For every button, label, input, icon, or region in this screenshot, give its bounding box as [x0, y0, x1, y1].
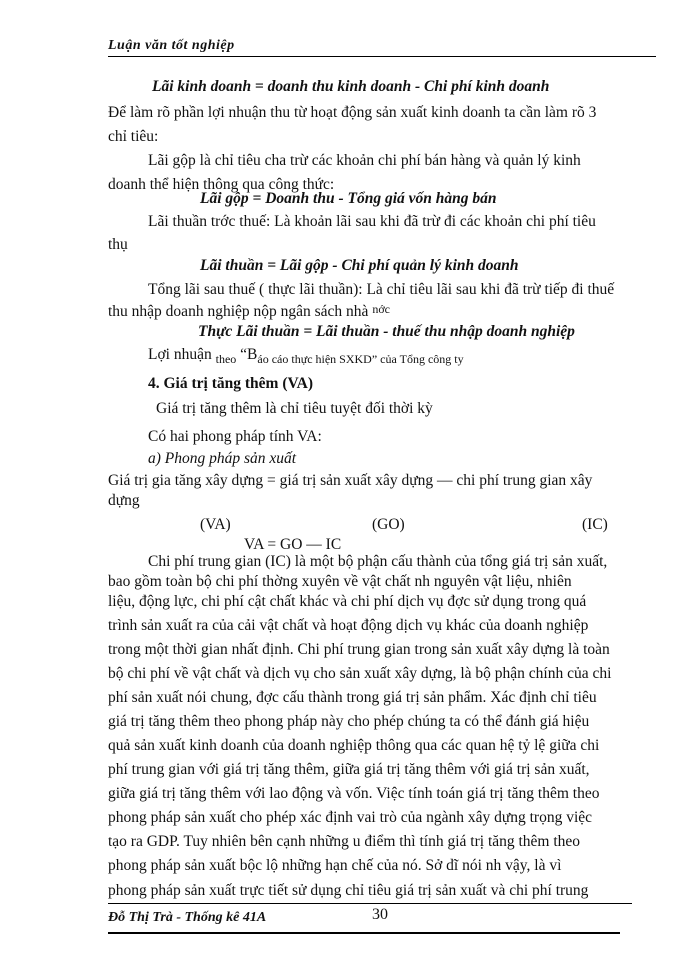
paragraph-line: phong pháp sản xuất cho phép xác định vai trò của ngành xây dựng trọng việc	[108, 809, 593, 826]
page-number: 30	[372, 906, 388, 923]
paragraph-line: liệu, động lực, chi phí cật chất khác và chi phí dịch vụ đợc sử dụng trong quá	[108, 593, 587, 610]
paragraph-line: phí trung gian với giá trị tăng thêm, giữa giá trị tăng thêm với giá trị sản xuất,	[108, 761, 590, 778]
text-line: Lãi thuần trớc thuế: Là khoản lãi sau khi đã trừ đi các khoản chi phí tiêu	[148, 213, 596, 230]
formula-label-va: (VA)	[200, 516, 231, 533]
paragraph-line: giá trị tăng thêm theo phong pháp này cho phép chúng ta có thể đánh giá hiệu	[108, 713, 590, 730]
text-line: Lợi nhuận $_{theo}$ “$B_{áo cáo thực hiện SXKD” của Tổng công ty}$	[148, 346, 464, 366]
text-line: Giá trị tăng thêm là chỉ tiêu tuyệt đối thời kỳ	[156, 400, 433, 417]
formula-gross-profit: Lãi gộp = Doanh thu - Tổng giá vốn hàng bán	[200, 190, 497, 207]
paragraph-line: tạo ra GDP. Tuy nhiên bên cạnh những u điểm thì tính giá trị tăng thêm theo	[108, 833, 581, 850]
paragraph-line: bao gồm toàn bộ chi phí thờng xuyên về vật chất nh nguyên vật liệu, nhiên	[108, 573, 572, 590]
text-line: thụ	[108, 236, 128, 253]
text-line: Để làm rõ phần lợi nhuận thu từ hoạt động sản xuất kinh doanh ta cần làm rõ 3	[108, 104, 597, 121]
text-line: Giá trị gia tăng xây dựng = giá trị sản xuất xây dựng — chi phí trung gian xây	[108, 472, 593, 489]
subsection-heading: a) Phong pháp sản xuất	[148, 450, 297, 467]
footer-rule	[108, 903, 632, 904]
formula-label-go: (GO)	[372, 516, 405, 533]
paragraph-line: phong pháp sản xuất bộc lộ những hạn chế của nó. Sở dĩ nói nh vậy, là vì	[108, 857, 562, 874]
text-line: Tổng lãi sau thuế ( thực lãi thuần): Là chỉ tiêu lãi sau khi đã trừ tiếp đi thuế	[148, 281, 615, 298]
text-line: Lãi gộp là chỉ tiêu cha trừ các khoản chi phí bán hàng và quản lý kinh	[148, 152, 581, 169]
paragraph-line: trong một thời gian nhất định. Chi phí trung gian trong sản xuất xây dựng là toàn	[108, 641, 610, 658]
text-line: thu nhập doanh nghiệp nộp ngân sách nhà nớc	[108, 302, 390, 320]
paragraph-line: phong pháp sản xuất trực tiết sử dụng chỉ tiêu giá trị sản xuất và chi phí trung	[108, 882, 589, 899]
section-heading: 4. Giá trị tăng thêm (VA)	[148, 375, 314, 392]
text-line: Có hai phong pháp tính VA:	[148, 428, 322, 445]
formula-real-net-profit: Thực Lãi thuần = Lãi thuần - thuế thu nhập doanh nghiệp	[198, 323, 575, 340]
footer-bottom-rule	[108, 932, 620, 934]
formula-label-ic: (IC)	[582, 516, 608, 533]
paragraph-line: Chi phí trung gian (IC) là một bộ phận cấu thành của tổng giá trị sản xuất,	[148, 553, 608, 570]
formula-business-profit: Lãi kinh doanh = doanh thu kinh doanh - Chi phí kinh doanh	[152, 78, 550, 95]
paragraph-line: bộ chi phí về vật chất và dịch vụ cho sản xuất xây dựng, là bộ phận chính của chi	[108, 665, 612, 682]
paragraph-line: trình sản xuất ra của cải vật chất và hoạt động dịch vụ khác của doanh nghiệp	[108, 617, 589, 634]
formula-net-profit: Lãi thuần = Lãi gộp - Chi phí quản lý kinh doanh	[200, 257, 519, 274]
formula-va: VA = GO — IC	[244, 536, 342, 553]
header-title: Luận văn tốt nghiệp	[108, 38, 235, 53]
paragraph-line: giữa giá trị tăng thêm với lao động và vốn. Việc tính toán giá trị tăng thêm theo	[108, 785, 600, 802]
paragraph-line: quả sản xuất kinh doanh của doanh nghiệp thông qua các quan hệ tỷ lệ giữa chi	[108, 737, 600, 754]
text-line: dựng	[108, 492, 140, 509]
header-rule	[108, 56, 656, 57]
paragraph-line: phí sản xuất nói chung, đợc cấu thành trong giá trị sản phẩm. Xác định chỉ tiêu	[108, 689, 597, 706]
text-line: chỉ tiêu:	[108, 128, 159, 145]
footer-author: Đỗ Thị Trà - Thống kê 41A	[108, 910, 267, 925]
text-line: doanh thể hiện thông qua công thức:	[108, 176, 335, 193]
